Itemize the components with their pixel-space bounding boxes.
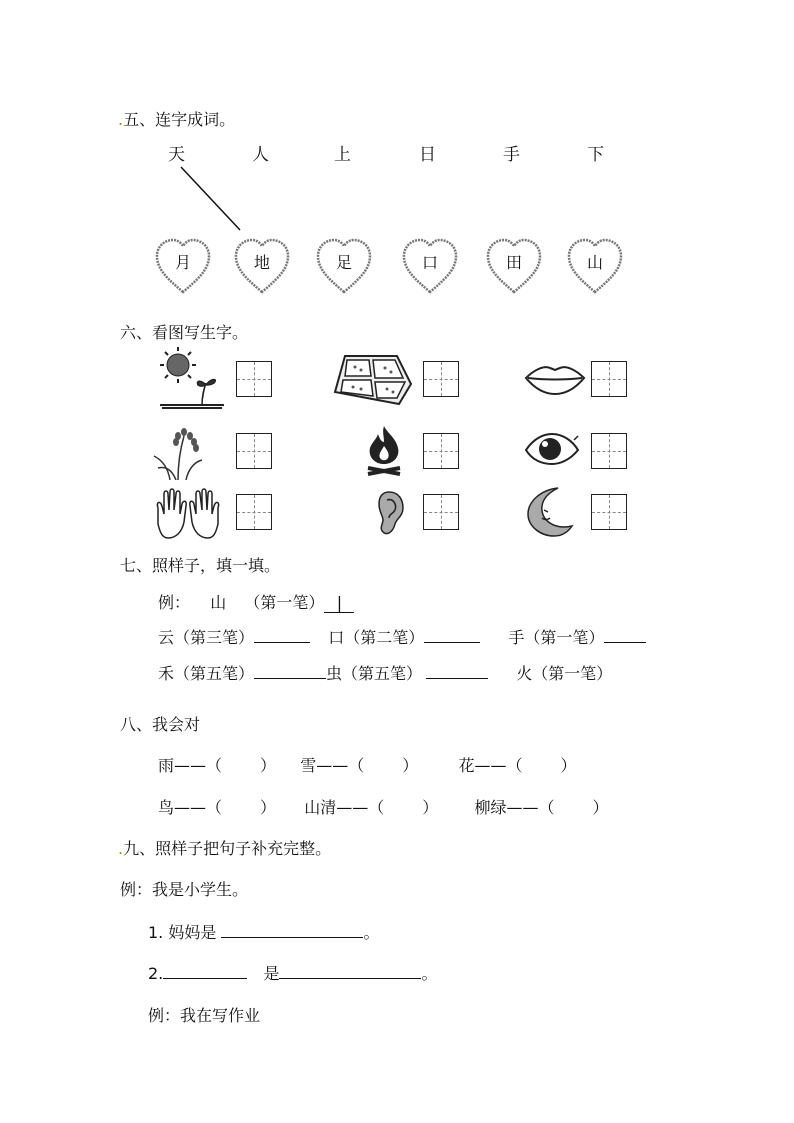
heart-card [153, 236, 213, 296]
heart-char: 足 [335, 253, 352, 272]
top-char: 天 [168, 145, 185, 165]
pair-row-2 [158, 795, 608, 818]
fill-prompt: 禾（第五笔） [158, 664, 255, 683]
answer-blank[interactable] [279, 964, 421, 979]
sun-sprout-icon [158, 345, 226, 411]
writing-box[interactable] [591, 494, 627, 530]
heart-char: 地 [253, 253, 270, 272]
writing-box[interactable] [591, 433, 627, 469]
example-sentence: 例：我是小学生。 [120, 880, 249, 899]
pair-prompt: 雪——（ [300, 756, 365, 775]
heart-card [484, 236, 544, 296]
writing-box[interactable] [236, 433, 272, 469]
top-char: 人 [252, 145, 269, 165]
pair-prompt: 花——（ [458, 756, 523, 775]
heart-char: 口 [421, 253, 438, 272]
example-stroke: （第一笔） [244, 593, 325, 612]
example-char: 山 [210, 593, 227, 612]
pair-prompt: 柳绿——（ [474, 798, 555, 817]
sentence-item-1 [148, 920, 379, 943]
heart-char: 月 [174, 253, 191, 272]
writing-box[interactable] [236, 361, 272, 397]
fill-prompt: 手（第一笔） [508, 628, 605, 647]
period: 。 [363, 923, 380, 942]
field-icon [333, 352, 413, 406]
answer-blank[interactable] [221, 923, 363, 938]
top-char: 上 [334, 145, 351, 165]
moon-icon [524, 486, 574, 538]
ear-icon [375, 490, 405, 536]
section-8-title: 八、我会对 [120, 715, 201, 734]
example-sentence-2: 例：我在写作业 [148, 1006, 261, 1025]
fire-icon [364, 424, 404, 476]
pair-close: ） [592, 798, 609, 817]
writing-box[interactable] [236, 494, 272, 530]
heart-card [565, 236, 625, 296]
pair-prompt: 雨——（ [158, 756, 223, 775]
writing-box[interactable] [423, 361, 459, 397]
item-prompt: 是 [263, 964, 280, 983]
pair-row-1 [158, 753, 576, 776]
pair-prompt: 鸟——（ [158, 798, 223, 817]
heart-card [400, 236, 460, 296]
item-number: 2. [148, 964, 164, 983]
eye-icon [524, 430, 580, 468]
heart-card [314, 236, 374, 296]
answer-blank[interactable] [604, 628, 646, 643]
answer-blank[interactable] [254, 628, 310, 643]
example-label: 例： [158, 593, 191, 612]
writing-box[interactable] [423, 433, 459, 469]
hands-icon [152, 488, 224, 540]
sentence-item-2 [148, 961, 437, 984]
fill-prompt: 火（第一笔） [516, 664, 613, 683]
heart-char: 山 [586, 253, 603, 272]
writing-box[interactable] [423, 494, 459, 530]
connect-line [0, 0, 794, 300]
writing-box[interactable] [591, 361, 627, 397]
fill-prompt: 虫（第五笔） [326, 664, 423, 683]
fill-row-1 [158, 625, 646, 648]
top-char: 下 [587, 145, 604, 165]
item-prompt: 1. 妈妈是 [148, 923, 217, 942]
fill-row-2 [158, 661, 612, 684]
example-answer: | [324, 593, 354, 613]
top-char: 日 [419, 145, 436, 165]
example-row [158, 590, 354, 613]
heart-card [232, 236, 292, 296]
heart-char: 田 [505, 253, 522, 272]
answer-blank[interactable] [254, 664, 326, 679]
section-5-title: .五、连字成词。 [118, 110, 236, 129]
fill-prompt: 口（第二笔） [328, 628, 425, 647]
section-7-title: 七、照样子，填一填。 [120, 556, 281, 575]
pair-prompt: 山清——（ [304, 798, 385, 817]
pair-close: ） [260, 798, 277, 817]
rice-icon [150, 426, 206, 480]
mouth-icon [524, 362, 586, 396]
fill-prompt: 云（第三笔） [158, 628, 255, 647]
answer-blank[interactable] [424, 628, 480, 643]
period: 。 [421, 964, 438, 983]
section-9-title: .九、照样子把句子补充完整。 [118, 839, 332, 858]
section-6-title: 六、看图写生字。 [120, 323, 249, 342]
top-char: 手 [503, 145, 520, 165]
pair-close: ） [422, 798, 439, 817]
pair-close: ） [402, 756, 419, 775]
pair-close: ） [260, 756, 277, 775]
answer-blank[interactable] [426, 664, 488, 679]
pair-close: ） [560, 756, 577, 775]
answer-blank[interactable] [163, 964, 247, 979]
